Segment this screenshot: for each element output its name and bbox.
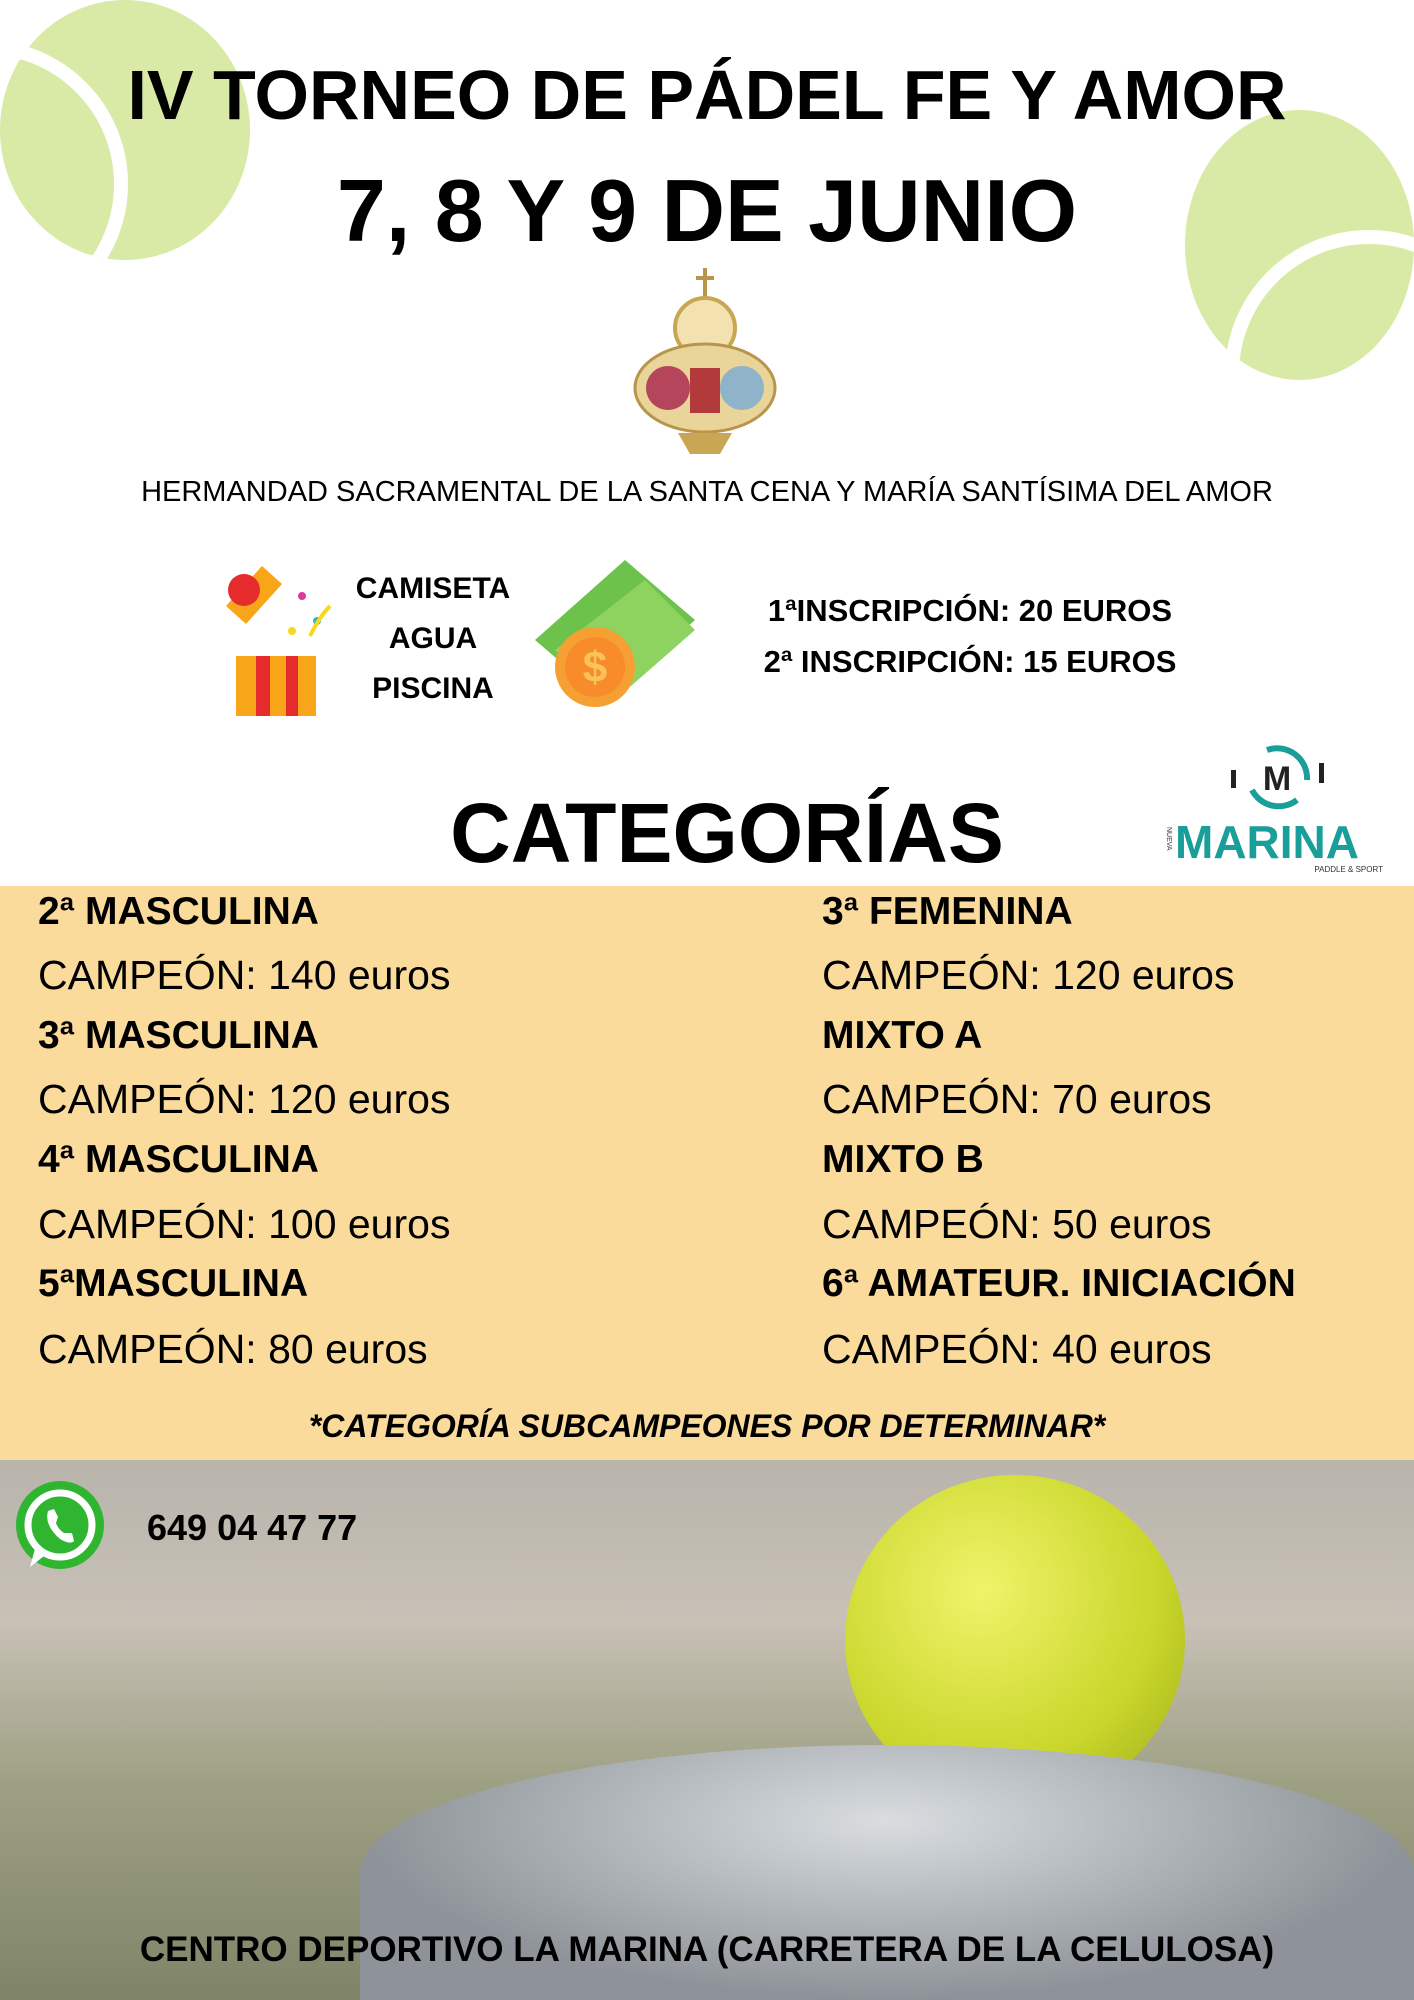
gifts-list bbox=[333, 564, 533, 714]
category-name: 4ª MASCULINA bbox=[38, 1138, 319, 1181]
logo-name: MARINA bbox=[1175, 816, 1359, 868]
fee-second: 2ª INSCRIPCIÓN: 15 EUROS bbox=[763, 644, 1177, 679]
category-name: 3ª MASCULINA bbox=[38, 1014, 319, 1057]
runner-up-note: *CATEGORÍA SUBCAMPEONES POR DETERMINAR* bbox=[308, 1408, 1106, 1444]
category-name: MIXTO B bbox=[822, 1138, 984, 1181]
money-icon bbox=[535, 560, 695, 710]
category-prize: CAMPEÓN: 50 euros bbox=[822, 1201, 1212, 1247]
category-name: 3ª FEMENINA bbox=[822, 890, 1073, 933]
brotherhood-name: HERMANDAD SACRAMENTAL DE LA SANTA CENA Y MARÍA SANTÍSIMA DEL AMOR bbox=[141, 476, 1273, 508]
logo-top-text: NUEVA bbox=[1165, 827, 1172, 851]
whatsapp-icon[interactable] bbox=[12, 1479, 108, 1575]
categories-title: CATEGORÍAS bbox=[450, 786, 1004, 880]
category-prize: CAMPEÓN: 70 euros bbox=[822, 1076, 1212, 1122]
category-prize: CAMPEÓN: 140 euros bbox=[38, 952, 451, 998]
title-line-2: 7, 8 Y 9 DE JUNIO bbox=[336, 161, 1078, 260]
category-name: 6ª AMATEUR. INICIACIÓN bbox=[822, 1262, 1296, 1305]
logo-subtitle: PADDLE & SPORT bbox=[1314, 865, 1383, 874]
gift-icon bbox=[222, 566, 340, 716]
venue: CENTRO DEPORTIVO LA MARINA (CARRETERA DE LA CELULOSA) bbox=[139, 1930, 1275, 1969]
logo-mark-icon bbox=[1227, 745, 1327, 815]
brotherhood-emblem bbox=[628, 268, 782, 454]
fee-first: 1ªINSCRIPCIÓN: 20 EUROS bbox=[767, 593, 1173, 628]
gift-item: PISCINA bbox=[372, 672, 494, 705]
category-name: MIXTO A bbox=[822, 1014, 983, 1057]
title-line-1: IV TORNEO DE PÁDEL FE Y AMOR bbox=[127, 56, 1287, 134]
nueva-marina-logo bbox=[1165, 745, 1385, 875]
category-name: 5ªMASCULINA bbox=[38, 1262, 309, 1305]
svg-text:$: $ bbox=[582, 643, 608, 692]
gift-item: AGUA bbox=[388, 622, 478, 655]
category-prize: CAMPEÓN: 120 euros bbox=[822, 952, 1235, 998]
category-prize: CAMPEÓN: 100 euros bbox=[38, 1201, 451, 1247]
category-prize: CAMPEÓN: 80 euros bbox=[38, 1326, 428, 1372]
category-prize: CAMPEÓN: 120 euros bbox=[38, 1076, 451, 1122]
registration-fees bbox=[700, 585, 1240, 687]
svg-text:M: M bbox=[1262, 760, 1292, 798]
category-prize: CAMPEÓN: 40 euros bbox=[822, 1326, 1212, 1372]
phone-number[interactable]: 649 04 47 77 bbox=[147, 1507, 358, 1548]
category-name: 2ª MASCULINA bbox=[38, 890, 319, 933]
gift-item: CAMISETA bbox=[355, 572, 511, 605]
